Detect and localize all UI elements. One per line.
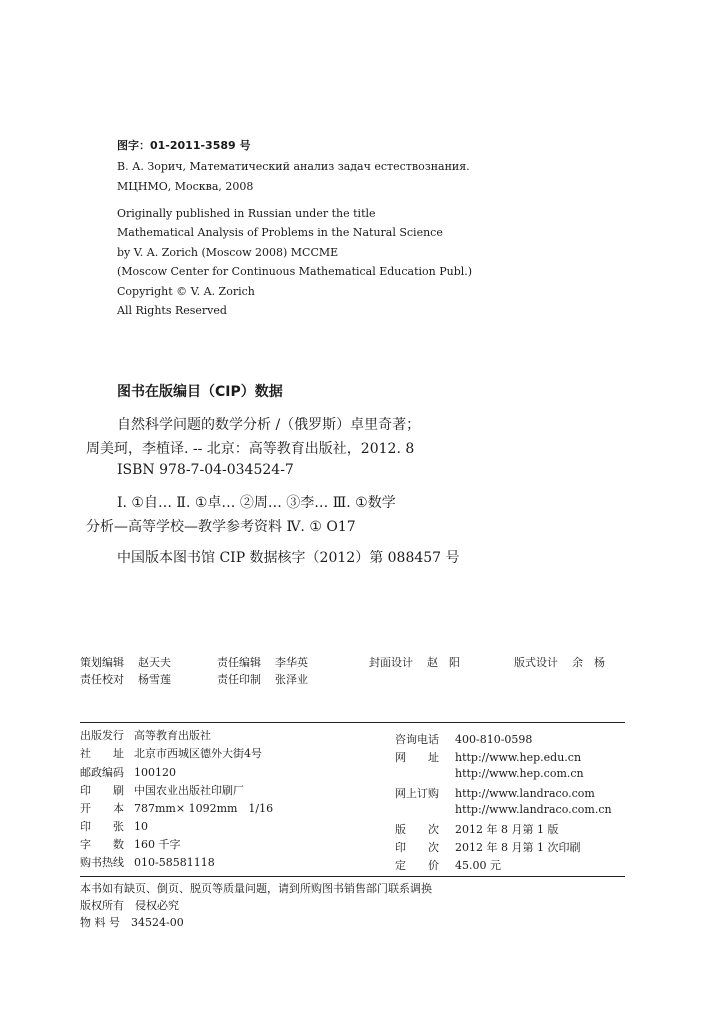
pub-row xyxy=(80,854,215,870)
pub-value: 高等教育出版社 xyxy=(134,729,211,742)
cip-title-line: 自然科学问题的数学分析 /（俄罗斯）卓里奇著； xyxy=(117,417,421,433)
credit-value: 赵天夫 xyxy=(138,656,171,669)
pub-row xyxy=(395,785,595,801)
original-title-russian: В. А. Зорич, Математический анализ задач естествознания. xyxy=(117,160,470,173)
pub-label: 邮政编码 xyxy=(80,766,124,779)
pub-row xyxy=(80,818,148,834)
cip-isbn: ISBN 978-7-04-034524-7 xyxy=(117,462,294,478)
cip-subject-line-2: 分析—高等学校—教学参考资料 Ⅳ. ① O17 xyxy=(86,519,356,535)
pub-row xyxy=(395,839,580,855)
pub-label: 购书热线 xyxy=(80,856,124,869)
credit-label: 责任编辑 xyxy=(217,656,261,669)
pub-value: http://www.landraco.com.cn xyxy=(455,803,612,816)
pub-value: 400-810-0598 xyxy=(455,733,533,746)
pub-value: 2012 年 8 月第 1 次印刷 xyxy=(455,841,581,854)
pub-value: http://www.hep.com.cn xyxy=(455,767,584,780)
cip-translator-line: 周美珂，李植译. -- 北京：高等教育出版社，2012. 8 xyxy=(86,441,415,457)
pub-row xyxy=(80,782,244,798)
pub-row xyxy=(80,745,262,761)
pub-value: 45.00 元 xyxy=(455,859,501,872)
pub-row xyxy=(80,727,211,743)
credit-value: 张泽业 xyxy=(275,673,308,686)
credit-label: 责任校对 xyxy=(80,673,124,686)
pub-row xyxy=(395,731,532,747)
pub-value: 010-58581118 xyxy=(134,856,215,869)
pub-value: http://www.hep.edu.cn xyxy=(455,751,582,764)
pub-label: 网 址 xyxy=(395,751,439,764)
pub-label: 咨询电话 xyxy=(395,733,439,746)
pub-label: 印 张 xyxy=(80,820,124,833)
pub-label: 印 次 xyxy=(395,841,439,854)
original-publication-note: Originally published in Russian under the title xyxy=(117,207,376,220)
credit-label: 责任印制 xyxy=(217,673,261,686)
credit-layout-design xyxy=(514,654,605,670)
pub-row xyxy=(395,767,584,780)
defect-notice: 本书如有缺页、倒页、脱页等质量问题，请到所购图书销售部门联系调换 xyxy=(80,882,432,895)
pub-label: 网上订购 xyxy=(395,787,439,800)
cip-heading: 图书在版编目（CIP）数据 xyxy=(117,384,283,400)
pub-label: 字 数 xyxy=(80,838,124,851)
copyright-registration: 图字：01-2011-3589 号 xyxy=(117,139,251,152)
pub-label: 出版发行 xyxy=(80,729,124,742)
original-title-english: Mathematical Analysis of Problems in the Natural Science xyxy=(117,226,443,239)
material-number: 物 料 号 34524-00 xyxy=(80,916,184,929)
rights-reserved: All Rights Reserved xyxy=(117,304,227,317)
credit-planning-editor xyxy=(80,654,171,670)
credit-cover-design xyxy=(369,654,460,670)
pub-row xyxy=(395,803,612,816)
pub-label: 开 本 xyxy=(80,802,124,815)
divider-top xyxy=(80,722,625,723)
pub-value: 160 千字 xyxy=(134,838,181,851)
divider-bottom xyxy=(80,876,625,877)
original-author-line: by V. A. Zorich (Moscow 2008) MCCME xyxy=(117,246,339,259)
pub-row xyxy=(395,749,581,765)
pub-row xyxy=(80,764,176,780)
pub-value: 100120 xyxy=(134,766,176,779)
pub-label: 定 价 xyxy=(395,859,439,872)
pub-label: 印 刷 xyxy=(80,784,124,797)
original-publisher-russian: МЦНМО, Москва, 2008 xyxy=(117,180,254,193)
pub-value: http://www.landraco.com xyxy=(455,787,595,800)
pub-value: 2012 年 8 月第 1 版 xyxy=(455,823,559,836)
rights-notice: 版权所有 侵权必究 xyxy=(80,899,179,912)
credit-label: 封面设计 xyxy=(369,656,413,669)
pub-value: 10 xyxy=(134,820,148,833)
cip-subject-line-1: Ⅰ. ①自… Ⅱ. ①卓… ②周… ③李… Ⅲ. ①数学 xyxy=(117,495,396,511)
pub-row xyxy=(395,821,558,837)
credit-label: 策划编辑 xyxy=(80,656,124,669)
cip-approval-number: 中国版本图书馆 CIP 数据核字（2012）第 088457 号 xyxy=(117,550,460,566)
credit-value: 余 杨 xyxy=(572,656,605,669)
pub-value: 北京市西城区德外大街4号 xyxy=(134,747,262,760)
pub-value: 787mm× 1092mm 1/16 xyxy=(134,802,274,815)
credit-print-manager xyxy=(217,671,308,687)
credit-value: 杨雪莲 xyxy=(138,673,171,686)
credit-responsible-editor xyxy=(217,654,308,670)
pub-value: 中国农业出版社印刷厂 xyxy=(134,784,244,797)
original-publisher-english: (Moscow Center for Continuous Mathematical Education Publ.) xyxy=(117,265,473,278)
pub-label: 社 址 xyxy=(80,747,124,760)
pub-label: 版 次 xyxy=(395,823,439,836)
credit-proofreader xyxy=(80,671,171,687)
pub-row xyxy=(80,800,273,816)
credit-value: 李华英 xyxy=(275,656,308,669)
credit-label: 版式设计 xyxy=(514,656,558,669)
pub-row xyxy=(395,857,501,873)
credit-value: 赵 阳 xyxy=(427,656,460,669)
pub-row xyxy=(80,836,181,852)
copyright-holder: Copyright © V. A. Zorich xyxy=(117,285,255,298)
